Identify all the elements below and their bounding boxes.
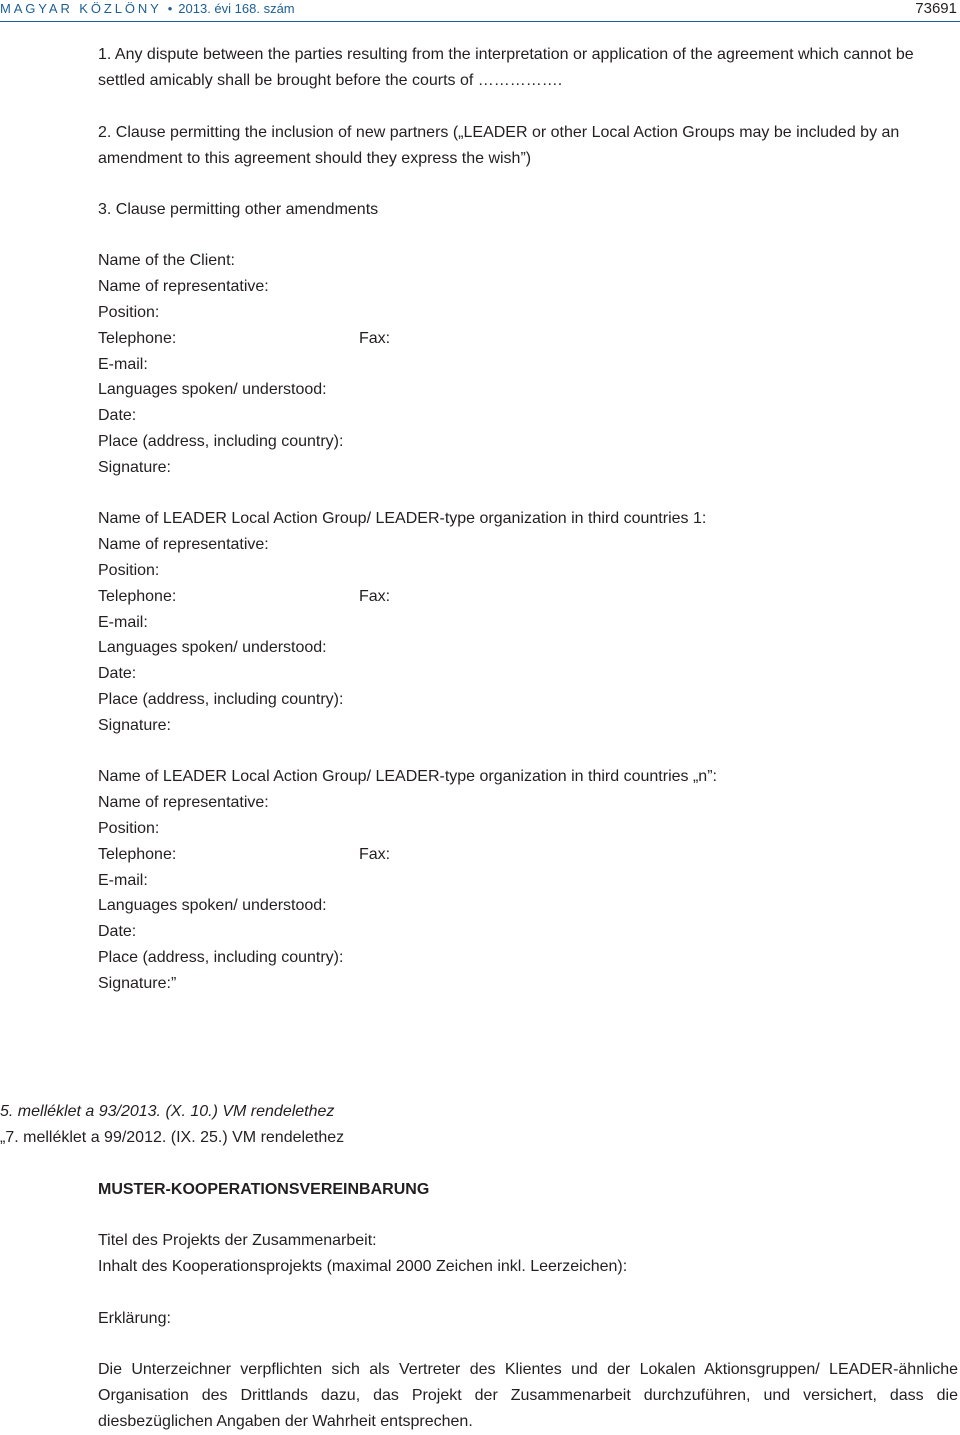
lag-n-languages-label: Languages spoken/ understood: xyxy=(98,897,327,914)
client-date-label: Date: xyxy=(98,407,137,424)
declaration-label: Erklärung: xyxy=(98,1310,171,1327)
annex-reference-italic: 5. melléklet a 93/2013. (X. 10.) VM rendelethez xyxy=(0,1103,335,1120)
lag-n-place-label: Place (address, including country): xyxy=(98,949,344,966)
journal-title: MAGYAR KÖZLÖNY xyxy=(0,1,162,16)
clause-1: 1. Any dispute between the parties resulting from the interpretation or application of the agreement which cannot be settled amicably shall be brought before the courts of ……………. xyxy=(98,46,914,89)
lag-1-name-label: Name of LEADER Local Action Group/ LEADER-type organization in third countries 1: xyxy=(98,510,707,527)
lag-n-email-label: E-mail: xyxy=(98,872,148,889)
page-header xyxy=(0,0,960,22)
client-signature-label: Signature: xyxy=(98,459,171,476)
document-title: MUSTER-KOOPERATIONSVEREINBARUNG xyxy=(98,1181,430,1198)
project-title-label: Titel des Projekts der Zusammenarbeit: xyxy=(98,1232,377,1249)
lag-1-languages-label: Languages spoken/ understood: xyxy=(98,639,327,656)
clause-3: 3. Clause permitting other amendments xyxy=(98,201,379,218)
annex-reference: „7. melléklet a 99/2012. (IX. 25.) VM rendelethez xyxy=(0,1129,345,1146)
lag-n-fax-label: Fax: xyxy=(359,846,391,863)
header-rule xyxy=(0,21,960,22)
lag-n-signature-label: Signature:” xyxy=(98,975,177,992)
lag-n-position-label: Position: xyxy=(98,820,160,837)
lag-1-representative-label: Name of representative: xyxy=(98,536,269,553)
declaration-text: Die Unterzeichner verpflichten sich als Vertreter des Klientes und der Lokalen Aktionsgruppen/ LEADER-ähnliche Organisation des Drittlands dazu, das Projekt der Zusammenarbeit durchzuführen, und versichert, dass die diesbezüglichen Angaben der Wahrheit entsprechen. xyxy=(98,1361,958,1430)
lag-1-place-label: Place (address, including country): xyxy=(98,691,344,708)
client-place-label: Place (address, including country): xyxy=(98,433,344,450)
lag-1-position-label: Position: xyxy=(98,562,160,579)
clause-2: 2. Clause permitting the inclusion of new partners („LEADER or other Local Action Groups may be included by an amendment to this agreement should they express the wish”) xyxy=(98,124,900,167)
page-number: 73691 xyxy=(915,0,957,17)
client-languages-label: Languages spoken/ understood: xyxy=(98,381,327,398)
lag-1-telephone-label: Telephone: xyxy=(98,588,177,605)
client-position-label: Position: xyxy=(98,304,160,321)
client-email-label: E-mail: xyxy=(98,356,148,373)
lag-1-date-label: Date: xyxy=(98,665,137,682)
header-bullet: • xyxy=(167,1,173,16)
client-telephone-label: Telephone: xyxy=(98,330,177,347)
lag-n-telephone-label: Telephone: xyxy=(98,846,177,863)
project-content-label: Inhalt des Kooperationsprojekts (maximal 2000 Zeichen inkl. Leerzeichen): xyxy=(98,1258,628,1275)
lag-1-fax-label: Fax: xyxy=(359,588,391,605)
lag-n-name-label: Name of LEADER Local Action Group/ LEADER-type organization in third countries „n”: xyxy=(98,768,717,785)
lag-1-signature-label: Signature: xyxy=(98,717,171,734)
issue-number: 2013. évi 168. szám xyxy=(178,1,295,16)
lag-1-email-label: E-mail: xyxy=(98,614,148,631)
lag-n-date-label: Date: xyxy=(98,923,137,940)
client-name-label: Name of the Client: xyxy=(98,252,235,269)
client-fax-label: Fax: xyxy=(359,330,391,347)
journal-header xyxy=(0,1,295,16)
lag-n-representative-label: Name of representative: xyxy=(98,794,269,811)
client-representative-label: Name of representative: xyxy=(98,278,269,295)
